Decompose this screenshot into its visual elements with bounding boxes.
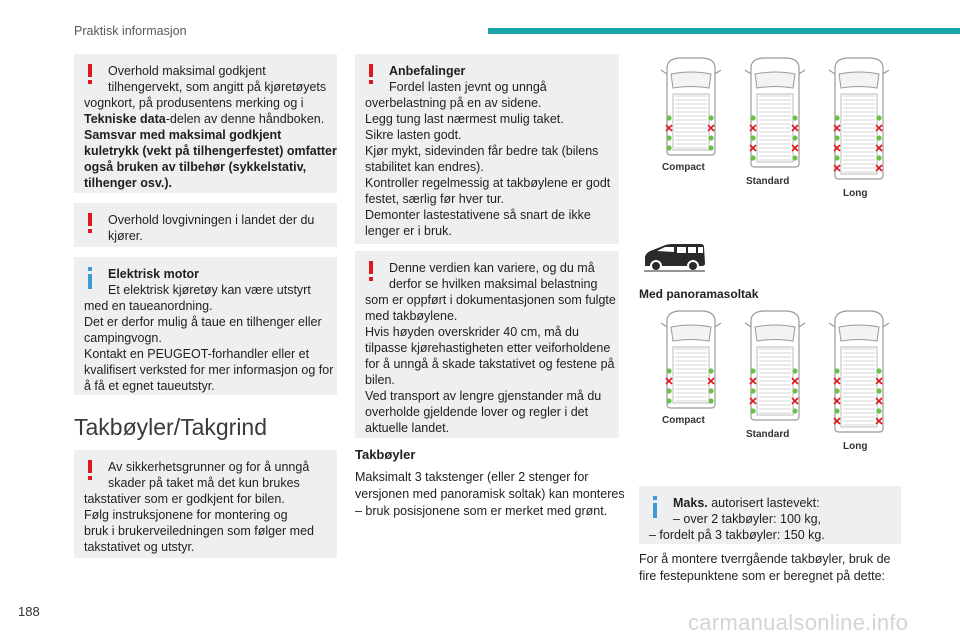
- van-roof-diagram-long: [827, 309, 891, 452]
- diagram-caption: Long: [843, 441, 868, 452]
- info-box-electric-motor: Elektrisk motor Et elektrisk kjøretøy kan være utstyrt med en taueanordning. Det er derfor mulig å taue en tilhenger eller campingvogn. Kontakt en PEUGEOT-forhandler eller et kvalifisert verksted for mer informasjon og for å få et egnet taueutstyr.: [74, 257, 337, 395]
- diagram-caption: Long: [843, 188, 868, 199]
- warning-box-recommendations: Anbefalinger Fordel lasten jevnt og unngå overbelastning på en av sidene. Legg tung last nærmest mulig taket. Sikre lasten godt. Kjør mykt, sidevinden får bedre tak (bilens stabilitet kan endres). Kontroller regelmessig at takbøylene er godt festet, særlig før hver tur. Demonter lastestativene så snart de ikke lenger er i bruk.: [355, 54, 619, 244]
- info-box-max-load: Maks. autorisert lastevekt: – over 2 takbøyler: 100 kg, – fordelt på 3 takbøyler: 150 kg.: [639, 486, 901, 544]
- watermark: carmanualsonline.info: [688, 610, 909, 635]
- info-icon: [651, 496, 659, 518]
- van-roof-diagram-standard: [743, 309, 807, 440]
- warning-box-legislation: Overhold lovgivningen i landet der du kjører.: [74, 203, 337, 247]
- section-title: Takbøyler/Takgrind: [74, 414, 268, 440]
- page-number: 188: [18, 604, 40, 619]
- van-roof-diagram-standard: [743, 56, 807, 187]
- van-roof-diagram-compact: [659, 56, 723, 173]
- subsection-title: Takbøyler: [355, 447, 416, 462]
- panoramic-roof-title: Med panoramasoltak: [639, 287, 759, 301]
- diagram-caption: Standard: [746, 429, 790, 440]
- warning-icon: [86, 64, 94, 84]
- warning-box-trailer-weight: Overhold maksimal godkjent tilhengervekt, som angitt på kjøretøyets vognkort, på produsentens merking og i Tekniske data-delen av denne håndboken. Samsvar med maksimal godkjent kuletrykk (vekt på tilhengerfestet) omfatter også bruken av tilbehør (sykkelstativ, tilhenger osv.).: [74, 54, 337, 193]
- fixing-points-paragraph: For å montere tverrgående takbøyler, bruk de fire festepunktene som er beregnet på dette:: [639, 552, 891, 583]
- roof-bars-paragraph: Maksimalt 3 takstenger (eller 2 stenger for versjonen med panoramisk soltak) kan monteres – bruk posisjonene som er merket med grønt.: [355, 470, 625, 518]
- warning-box-safety: Av sikkerhetsgrunner og for å unngå skader på taket må det kun brukes takstativer som er godkjent for bilen. Følg instruksjonene for montering og bruk i brukerveiledningen som følger med takstativet og utstyr.: [74, 450, 337, 558]
- header-accent-bar: [488, 28, 960, 34]
- van-roof-diagram-long: [827, 56, 891, 199]
- van-roof-diagram-compact: [659, 309, 723, 426]
- van-icon: [641, 243, 707, 278]
- diagram-caption: Compact: [662, 415, 705, 426]
- section-header: Praktisk informasjon: [74, 24, 187, 38]
- warning-icon: [367, 64, 375, 84]
- diagram-caption: Compact: [662, 162, 705, 173]
- info-icon: [86, 267, 94, 289]
- warning-icon: [367, 261, 375, 281]
- warning-icon: [86, 460, 94, 480]
- warning-box-load-value: Denne verdien kan variere, og du må derfor se hvilken maksimal belastning som er oppført i dokumentasjonen som fulgte med takbøylene. Hvis høyden overskrider 40 cm, må du tilpasse kjørehastigheten etter veiforholdene for å unngå å skade takstativet og festene på bilen. Ved transport av lengre gjenstander må du overholde gjeldende lover og regler i det aktuelle landet.: [355, 251, 619, 438]
- warning-icon: [86, 213, 94, 233]
- diagram-caption: Standard: [746, 176, 790, 187]
